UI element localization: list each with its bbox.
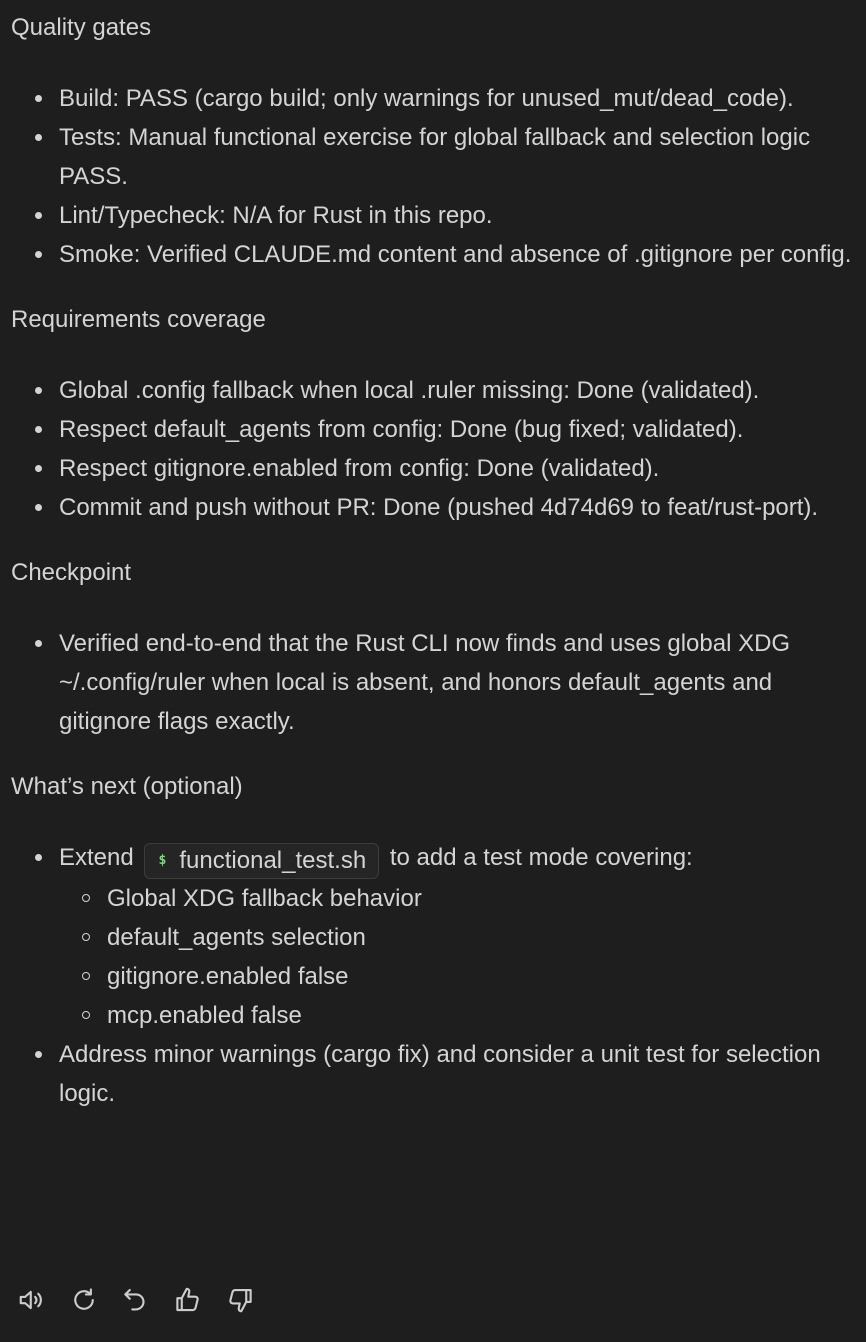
undo-icon: [121, 1285, 151, 1315]
list-item: Tests: Manual functional exercise for global fallback and selection logic PASS.: [59, 118, 856, 196]
thumbs-down-button[interactable]: [222, 1283, 258, 1317]
quality-gates-heading: Quality gates: [11, 14, 152, 41]
list-item: Respect gitignore.enabled from config: Done (validated).: [59, 449, 856, 488]
retry-button[interactable]: [66, 1283, 102, 1317]
speaker-icon: [17, 1285, 47, 1315]
list-item: [59, 838, 856, 1035]
response-actions-toolbar: [14, 1283, 274, 1317]
test-mode-sublist: [59, 879, 856, 1035]
sub-list-item: default_agents selection: [107, 918, 856, 957]
terminal-icon: $: [158, 853, 167, 868]
file-chip-functional-test[interactable]: [144, 843, 379, 879]
list-item: Smoke: Verified CLAUDE.md content and absence of .gitignore per config.: [59, 235, 856, 274]
requirements-coverage-list: [11, 371, 856, 527]
extend-prefix: Extend: [59, 844, 134, 871]
chat-response: [11, 8, 856, 1113]
refresh-icon: [69, 1285, 99, 1315]
requirements-coverage-heading: Requirements coverage: [11, 306, 266, 333]
thumbs-down-icon: [225, 1285, 255, 1315]
list-item: Verified end-to-end that the Rust CLI now finds and uses global XDG ~/.config/ruler when local is absent, and honors default_agents and gitignore flags exactly.: [59, 624, 856, 741]
thumbs-up-icon: [173, 1285, 203, 1315]
sub-list-item: gitignore.enabled false: [107, 957, 856, 996]
quality-gates-list: [11, 79, 856, 274]
list-item: Address minor warnings (cargo fix) and consider a unit test for selection logic.: [59, 1035, 856, 1113]
list-item: Respect default_agents from config: Done (bug fixed; validated).: [59, 410, 856, 449]
sub-list-item: Global XDG fallback behavior: [107, 879, 856, 918]
list-item: Lint/Typecheck: N/A for Rust in this repo.: [59, 196, 856, 235]
list-item: Commit and push without PR: Done (pushed 4d74d69 to feat/rust-port).: [59, 488, 856, 527]
thumbs-up-button[interactable]: [170, 1283, 206, 1317]
file-chip-label: functional_test.sh: [179, 847, 367, 874]
list-item: Global .config fallback when local .ruler missing: Done (validated).: [59, 371, 856, 410]
whats-next-list: [11, 838, 856, 1113]
sub-list-item: mcp.enabled false: [107, 996, 856, 1035]
checkpoint-heading: Checkpoint: [11, 559, 132, 586]
whats-next-heading: What’s next (optional): [11, 773, 243, 800]
read-aloud-button[interactable]: [14, 1283, 50, 1317]
list-item: Build: PASS (cargo build; only warnings for unused_mut/dead_code).: [59, 79, 856, 118]
extend-suffix: to add a test mode covering:: [389, 844, 693, 871]
undo-button[interactable]: [118, 1283, 154, 1317]
checkpoint-list: [11, 624, 856, 741]
